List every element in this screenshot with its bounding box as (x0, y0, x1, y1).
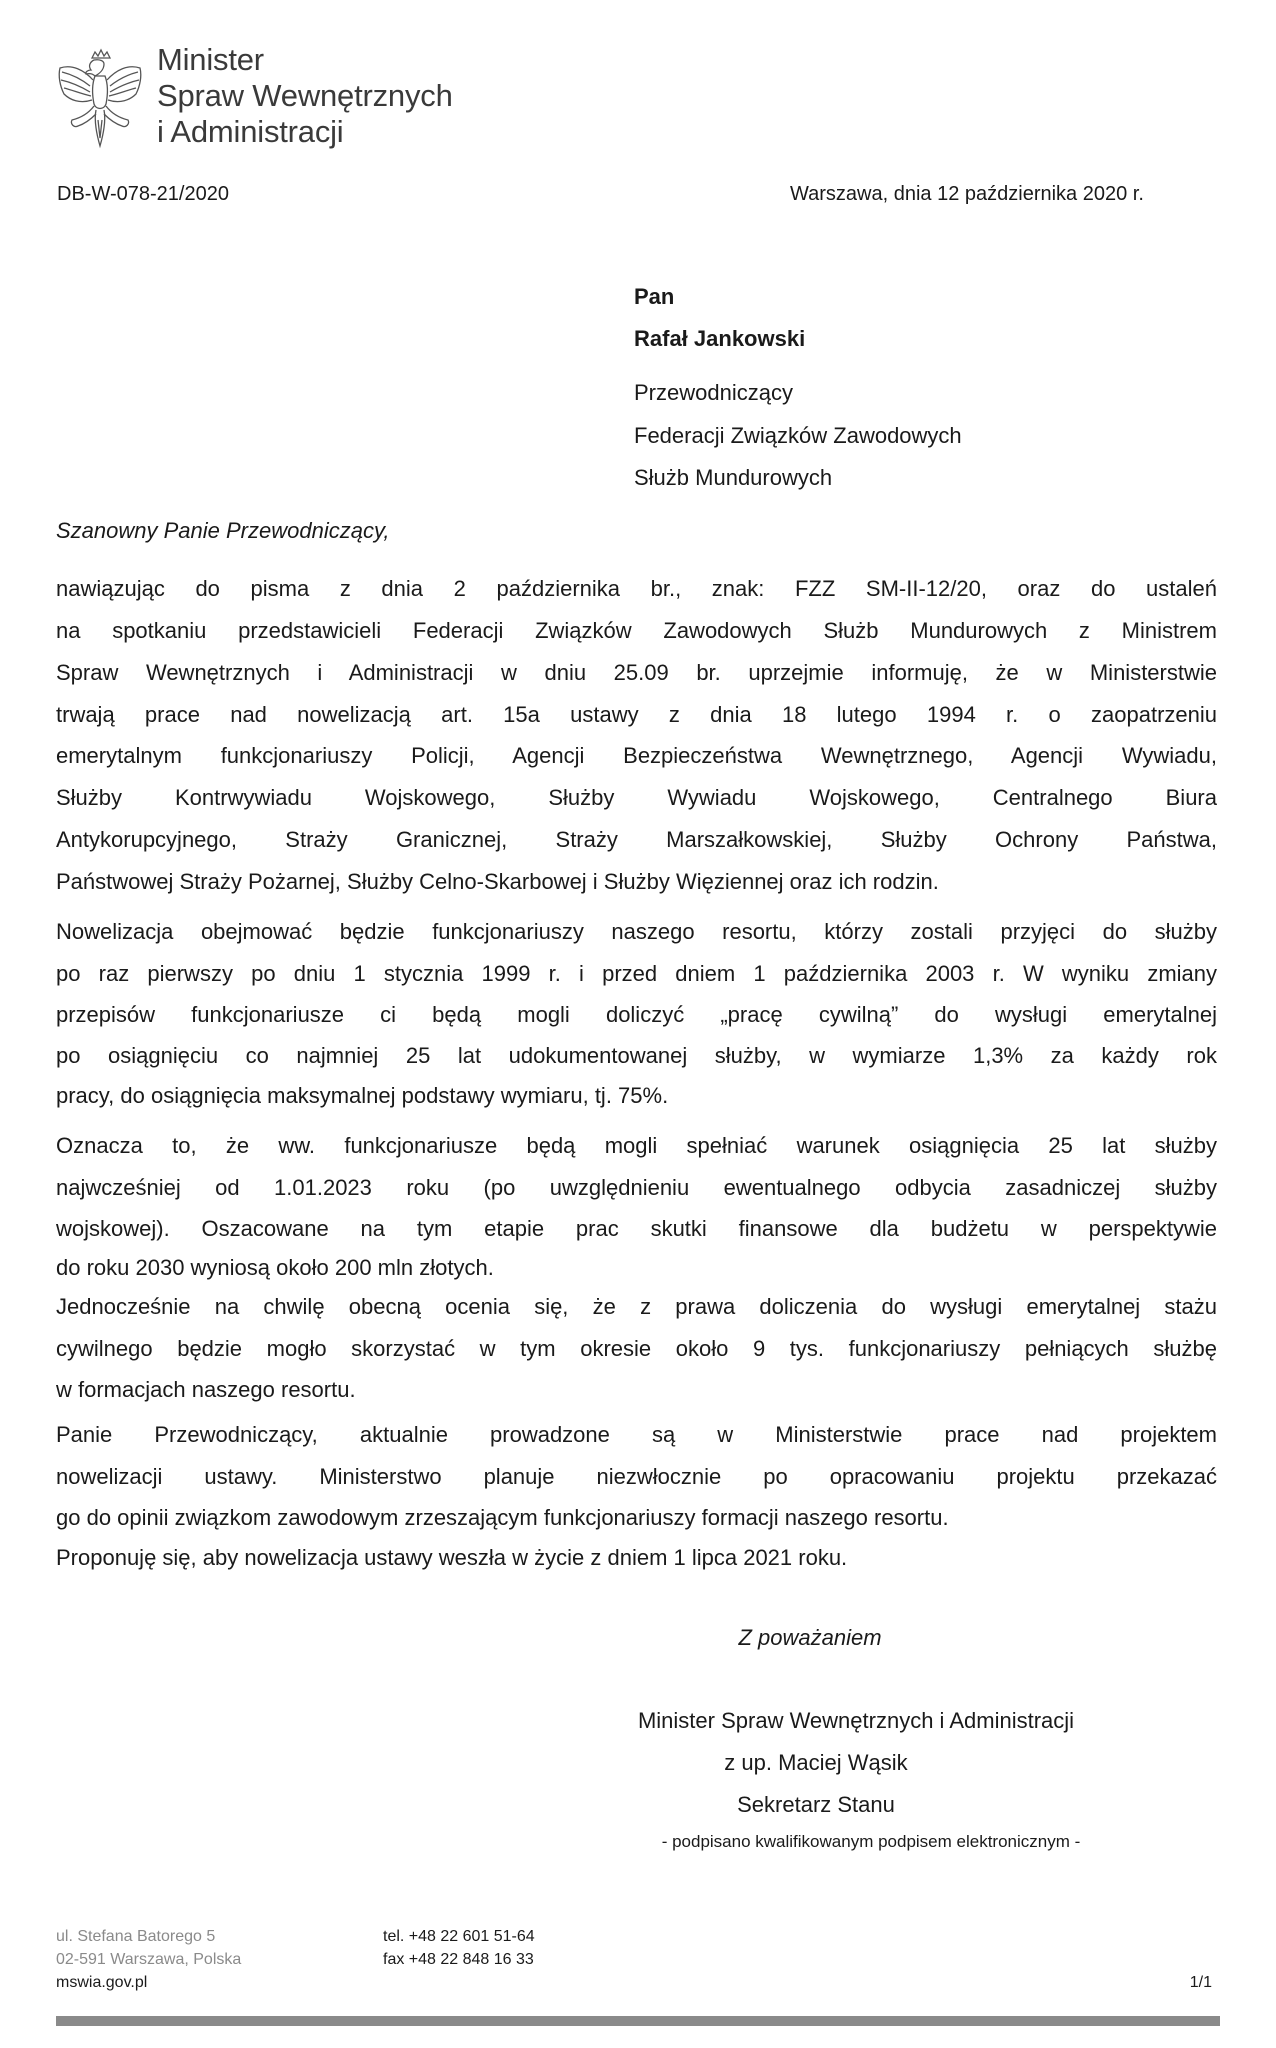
footer-divider-bar (56, 2016, 1220, 2026)
paragraph-line: trwają prace nad nowelizacją art. 15a ustawy z dnia 18 lutego 1994 r. o zaopatrzeniu (56, 702, 1217, 727)
paragraph-line: Proponuję się, aby nowelizacja ustawy weszła w życie z dniem 1 lipca 2021 roku. (56, 1545, 848, 1570)
addressee-position-line-3: Służb Mundurowych (634, 465, 833, 490)
footer-address-street: ul. Stefana Batorego 5 (56, 1928, 216, 1945)
signature-office: Minister Spraw Wewnętrznych i Administracji (637, 1708, 1075, 1733)
document-reference-number: DB-W-078-21/2020 (57, 183, 229, 205)
ministry-name-line-1: Minister (157, 42, 264, 77)
paragraph-line: pracy, do osiągnięcia maksymalnej podstawy wymiaru, tj. 75%. (56, 1083, 669, 1108)
paragraph-line: przepisów funkcjonariusze ci będą mogli doliczyć „pracę cywilną” do wysługi emerytalnej (56, 1002, 1217, 1027)
paragraph-line: najwcześniej od 1.01.2023 roku (po uwzględnieniu ewentualnego odbycia zasadniczej służby (56, 1175, 1217, 1200)
paragraph-line: nawiązując do pisma z dnia 2 października br., znak: FZZ SM-II-12/20, oraz do ustaleń (56, 576, 1217, 601)
paragraph-line: nowelizacji ustawy. Ministerstwo planuje niezwłocznie po opracowaniu projektu przekazać (56, 1464, 1217, 1489)
paragraph-line: go do opinii związkom zawodowym zrzeszającym funkcjonariuszy formacji naszego resortu. (56, 1505, 949, 1530)
signature-signatory: z up. Maciej Wąsik (724, 1750, 908, 1775)
paragraph-line: po osiągnięciu co najmniej 25 lat udokumentowanej służby, w wymiarze 1,3% za każdy rok (56, 1043, 1217, 1068)
paragraph-line: Oznacza to, że ww. funkcjonariusze będą mogli spełniać warunek osiągnięcia 25 lat służby (56, 1133, 1217, 1158)
ministry-name-line-2: Spraw Wewnętrznych (157, 78, 453, 113)
paragraph-line: Spraw Wewnętrznych i Administracji w dniu 25.09 br. uprzejmie informuję, że w Ministerstwie (56, 660, 1217, 685)
electronic-signature-note: - podpisano kwalifikowanym podpisem elektronicznym - (661, 1832, 1081, 1851)
paragraph-line: wojskowej). Oszacowane na tym etapie prac skutki finansowe dla budżetu w perspektywie (56, 1216, 1217, 1241)
addressee-position-line-1: Przewodniczący (634, 380, 793, 405)
ministry-name-line-3: i Administracji (157, 114, 344, 149)
paragraph-line: Antykorupcyjnego, Straży Granicznej, Straży Marszałkowskiej, Służby Ochrony Państwa, (56, 827, 1217, 852)
signature-role: Sekretarz Stanu (737, 1792, 895, 1817)
letter-salutation: Szanowny Panie Przewodniczący, (56, 518, 390, 543)
paragraph-line: po raz pierwszy po dniu 1 stycznia 1999 r. i przed dniem 1 października 2003 r. W wyniku zmiany (56, 961, 1217, 986)
paragraph-line: Państwowej Straży Pożarnej, Służby Celno-Skarbowej i Służby Więziennej oraz ich rodzin. (56, 869, 939, 894)
paragraph-line: do roku 2030 wyniosą około 200 mln złotych. (56, 1255, 494, 1280)
paragraph-line: Nowelizacja obejmować będzie funkcjonariuszy naszego resortu, którzy zostali przyjęci do służby (56, 919, 1217, 944)
footer-fax: fax +48 22 848 16 33 (383, 1951, 534, 1968)
footer-address-city: 02-591 Warszawa, Polska (56, 1951, 242, 1968)
footer-website-link[interactable]: mswia.gov.pl (56, 1974, 148, 1991)
addressee-position-line-2: Federacji Związków Zawodowych (634, 423, 962, 448)
paragraph-line: emerytalnym funkcjonariuszy Policji, Agencji Bezpieczeństwa Wewnętrznego, Agencji Wywiadu, (56, 743, 1217, 768)
ministry-name (157, 42, 453, 150)
addressee-name: Rafał Jankowski (634, 326, 806, 351)
polish-eagle-icon (54, 48, 146, 150)
page-number: 1/1 (1189, 1974, 1212, 1991)
document-date: Warszawa, dnia 12 października 2020 r. (790, 183, 1144, 205)
paragraph-line: Jednocześnie na chwilę obecną ocenia się, że z prawa doliczenia do wysługi emerytalnej stażu (56, 1294, 1217, 1319)
paragraph-line: na spotkaniu przedstawicieli Federacji Związków Zawodowych Służb Mundurowych z Ministrem (56, 618, 1217, 643)
paragraph-line: cywilnego będzie mogło skorzystać w tym okresie około 9 tys. funkcjonariuszy pełniących służbę (56, 1336, 1217, 1361)
paragraph-line: w formacjach naszego resortu. (56, 1377, 356, 1402)
paragraph-line: Służby Kontrwywiadu Wojskowego, Służby Wywiadu Wojskowego, Centralnego Biura (56, 785, 1217, 810)
addressee-title: Pan (634, 284, 675, 309)
paragraph-line: Panie Przewodniczący, aktualnie prowadzone są w Ministerstwie prace nad projektem (56, 1422, 1217, 1447)
footer-phone: tel. +48 22 601 51-64 (383, 1928, 535, 1945)
letter-closing: Z poważaniem (738, 1625, 882, 1650)
